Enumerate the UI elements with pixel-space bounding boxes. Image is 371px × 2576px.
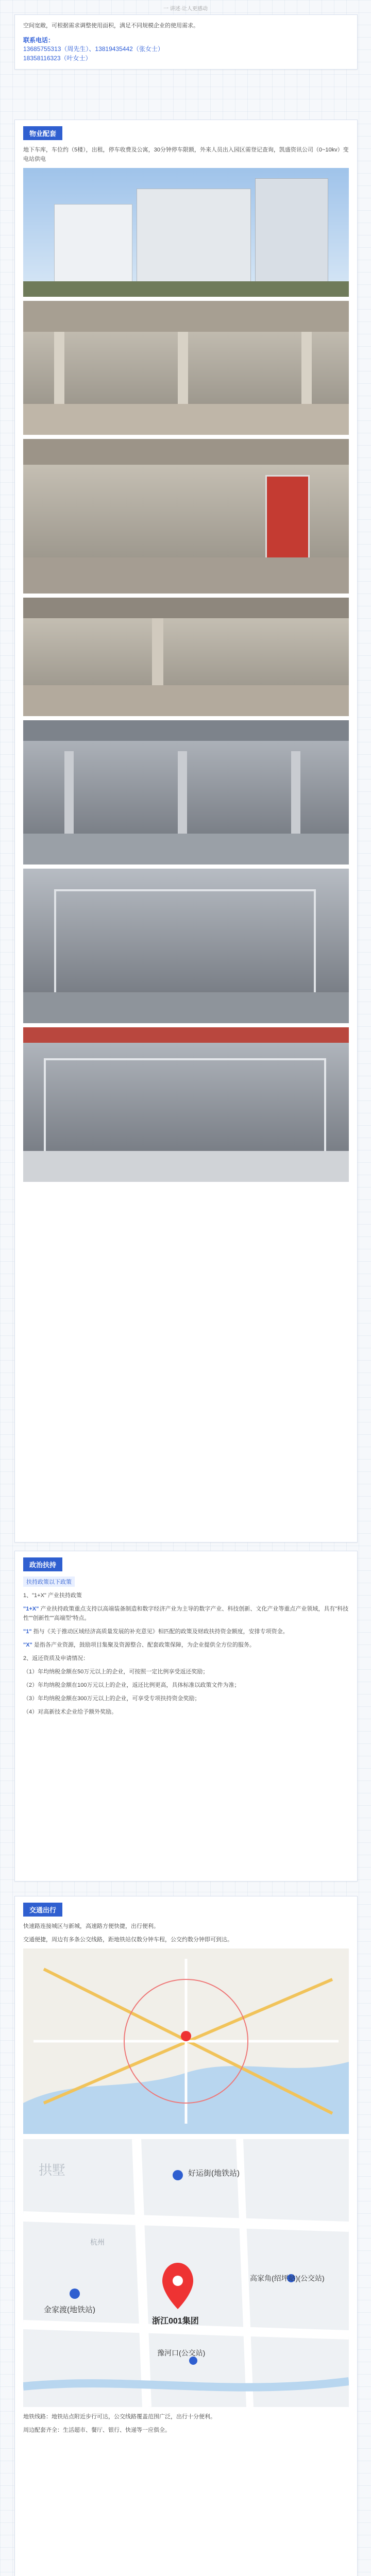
policy-item-3 [23, 1640, 349, 1650]
map-label-area2: 杭州 [90, 2238, 105, 2246]
traffic-bottom-text: 地铁线路：地铁站点附近步行可达，公交线路覆盖范围广泛，出行十分便利。 [23, 2414, 216, 2420]
intro-text: 空间宽敞，可根据需求调整使用面积，满足不同规模企业的使用需求。 [23, 23, 199, 29]
city-map[interactable] [23, 1948, 349, 2134]
city-map-svg [23, 1948, 349, 2134]
policy-item-1-label: "1+X" [23, 1606, 39, 1612]
policy-intro: 1、"1+X" 产业扶持政策 [23, 1592, 82, 1599]
map-label-bus: 豫河口(公交站) [157, 2349, 206, 2357]
parking-photo-2 [23, 869, 349, 1023]
policy-item-3-label: "X" [23, 1642, 32, 1648]
interior-floor-photo-3 [23, 598, 349, 716]
policy-para-1: （1）年均纳税金额在50万元以上的企业，可按照一定比例享受返还奖励； [23, 1669, 209, 1675]
intro-card [14, 14, 358, 70]
policy-card [14, 1551, 358, 1882]
interior-floor-photo-1 [23, 301, 349, 435]
parking-photo-1 [23, 720, 349, 865]
map-label-place2: 高家角(绍坪站)(公交站) [250, 2274, 325, 2282]
section-title-traffic: 交通出行 [23, 1903, 62, 1917]
traffic-line-1: 快速路连接城区与新城，高速路方便快捷，出行便利。 [23, 1923, 159, 1929]
parking-photo-3 [23, 1027, 349, 1182]
map-label-station2: 金家渡(地铁站) [44, 2306, 95, 2314]
policy-item-2 [23, 1627, 349, 1636]
section-title-policy: 政治扶持 [23, 1557, 62, 1571]
policy-item-3-text: 是指各产业资源，鼓励项目集聚及资源整合、配套政策保障，为企业提供全方位的服务。 [33, 1642, 255, 1648]
contact-title: 联系电话： [23, 37, 55, 44]
top-note: 一 讲述·让人更感动 [163, 6, 208, 12]
interior-floor-photo-2 [23, 439, 349, 594]
local-map[interactable] [23, 2139, 349, 2407]
policy-para-3: （3）年均纳税金额在300万元以上的企业，可享受专项扶持资金奖励； [23, 1696, 200, 1702]
section-title-property: 物业配套 [23, 126, 62, 140]
map-label-area1: 拱墅 [39, 2162, 66, 2178]
policy-heading-2: 2、返还资质及申请情况： [23, 1655, 89, 1662]
traffic-life-text: 周边配套齐全：生活超市、餐厅、银行、快递等一应俱全。 [23, 2427, 171, 2433]
map-label-station1: 好运街(地铁站) [188, 2169, 240, 2178]
policy-item-1 [23, 1604, 349, 1623]
policy-item-1-text: 产业扶持政策重点支持以高端装备制造和数字经济产业为主导的数字产业、科技创新、文化产业等重点产业领域，具有"科技性""创新性""高端型"特点。 [23, 1606, 349, 1621]
property-card [14, 120, 358, 1543]
contact-phone-1[interactable]: 13685755313（周先生）、13819435442（张女士） [23, 45, 164, 53]
policy-para-4: （4）对高新技术企业给予额外奖励。 [23, 1709, 117, 1715]
map-label-place: 浙江001集团 [152, 2317, 199, 2326]
property-text: 地下车库，车位约（5楼），出租，停车收费及公寓，30分钟停车限额，外来人员出入园区需登记查询，凯盛资讯公司（0~10kv）变电站供电 [23, 147, 349, 162]
traffic-line-2: 交通便捷，周边有多条公交线路，距地铁站仅数分钟车程，公交约数分钟即可到达。 [23, 1937, 233, 1943]
traffic-card [14, 1896, 358, 2576]
policy-para-2: （2）年均纳税金额在100万元以上的企业，返还比例更高，具体标准以政策文件为准； [23, 1682, 240, 1688]
policy-item-2-label: "1" [23, 1629, 32, 1635]
policy-item-2-text: 指与《关于推动区域经济高质量发展的补充意见》相匹配的政策及财政扶持资金额度，安排专项资金。 [33, 1629, 289, 1635]
policy-subheading: 扶持政策以下政策 [23, 1577, 75, 1587]
building-exterior-photo [23, 168, 349, 297]
contact-phone-2[interactable]: 18358116323（叶女士） [23, 55, 92, 62]
